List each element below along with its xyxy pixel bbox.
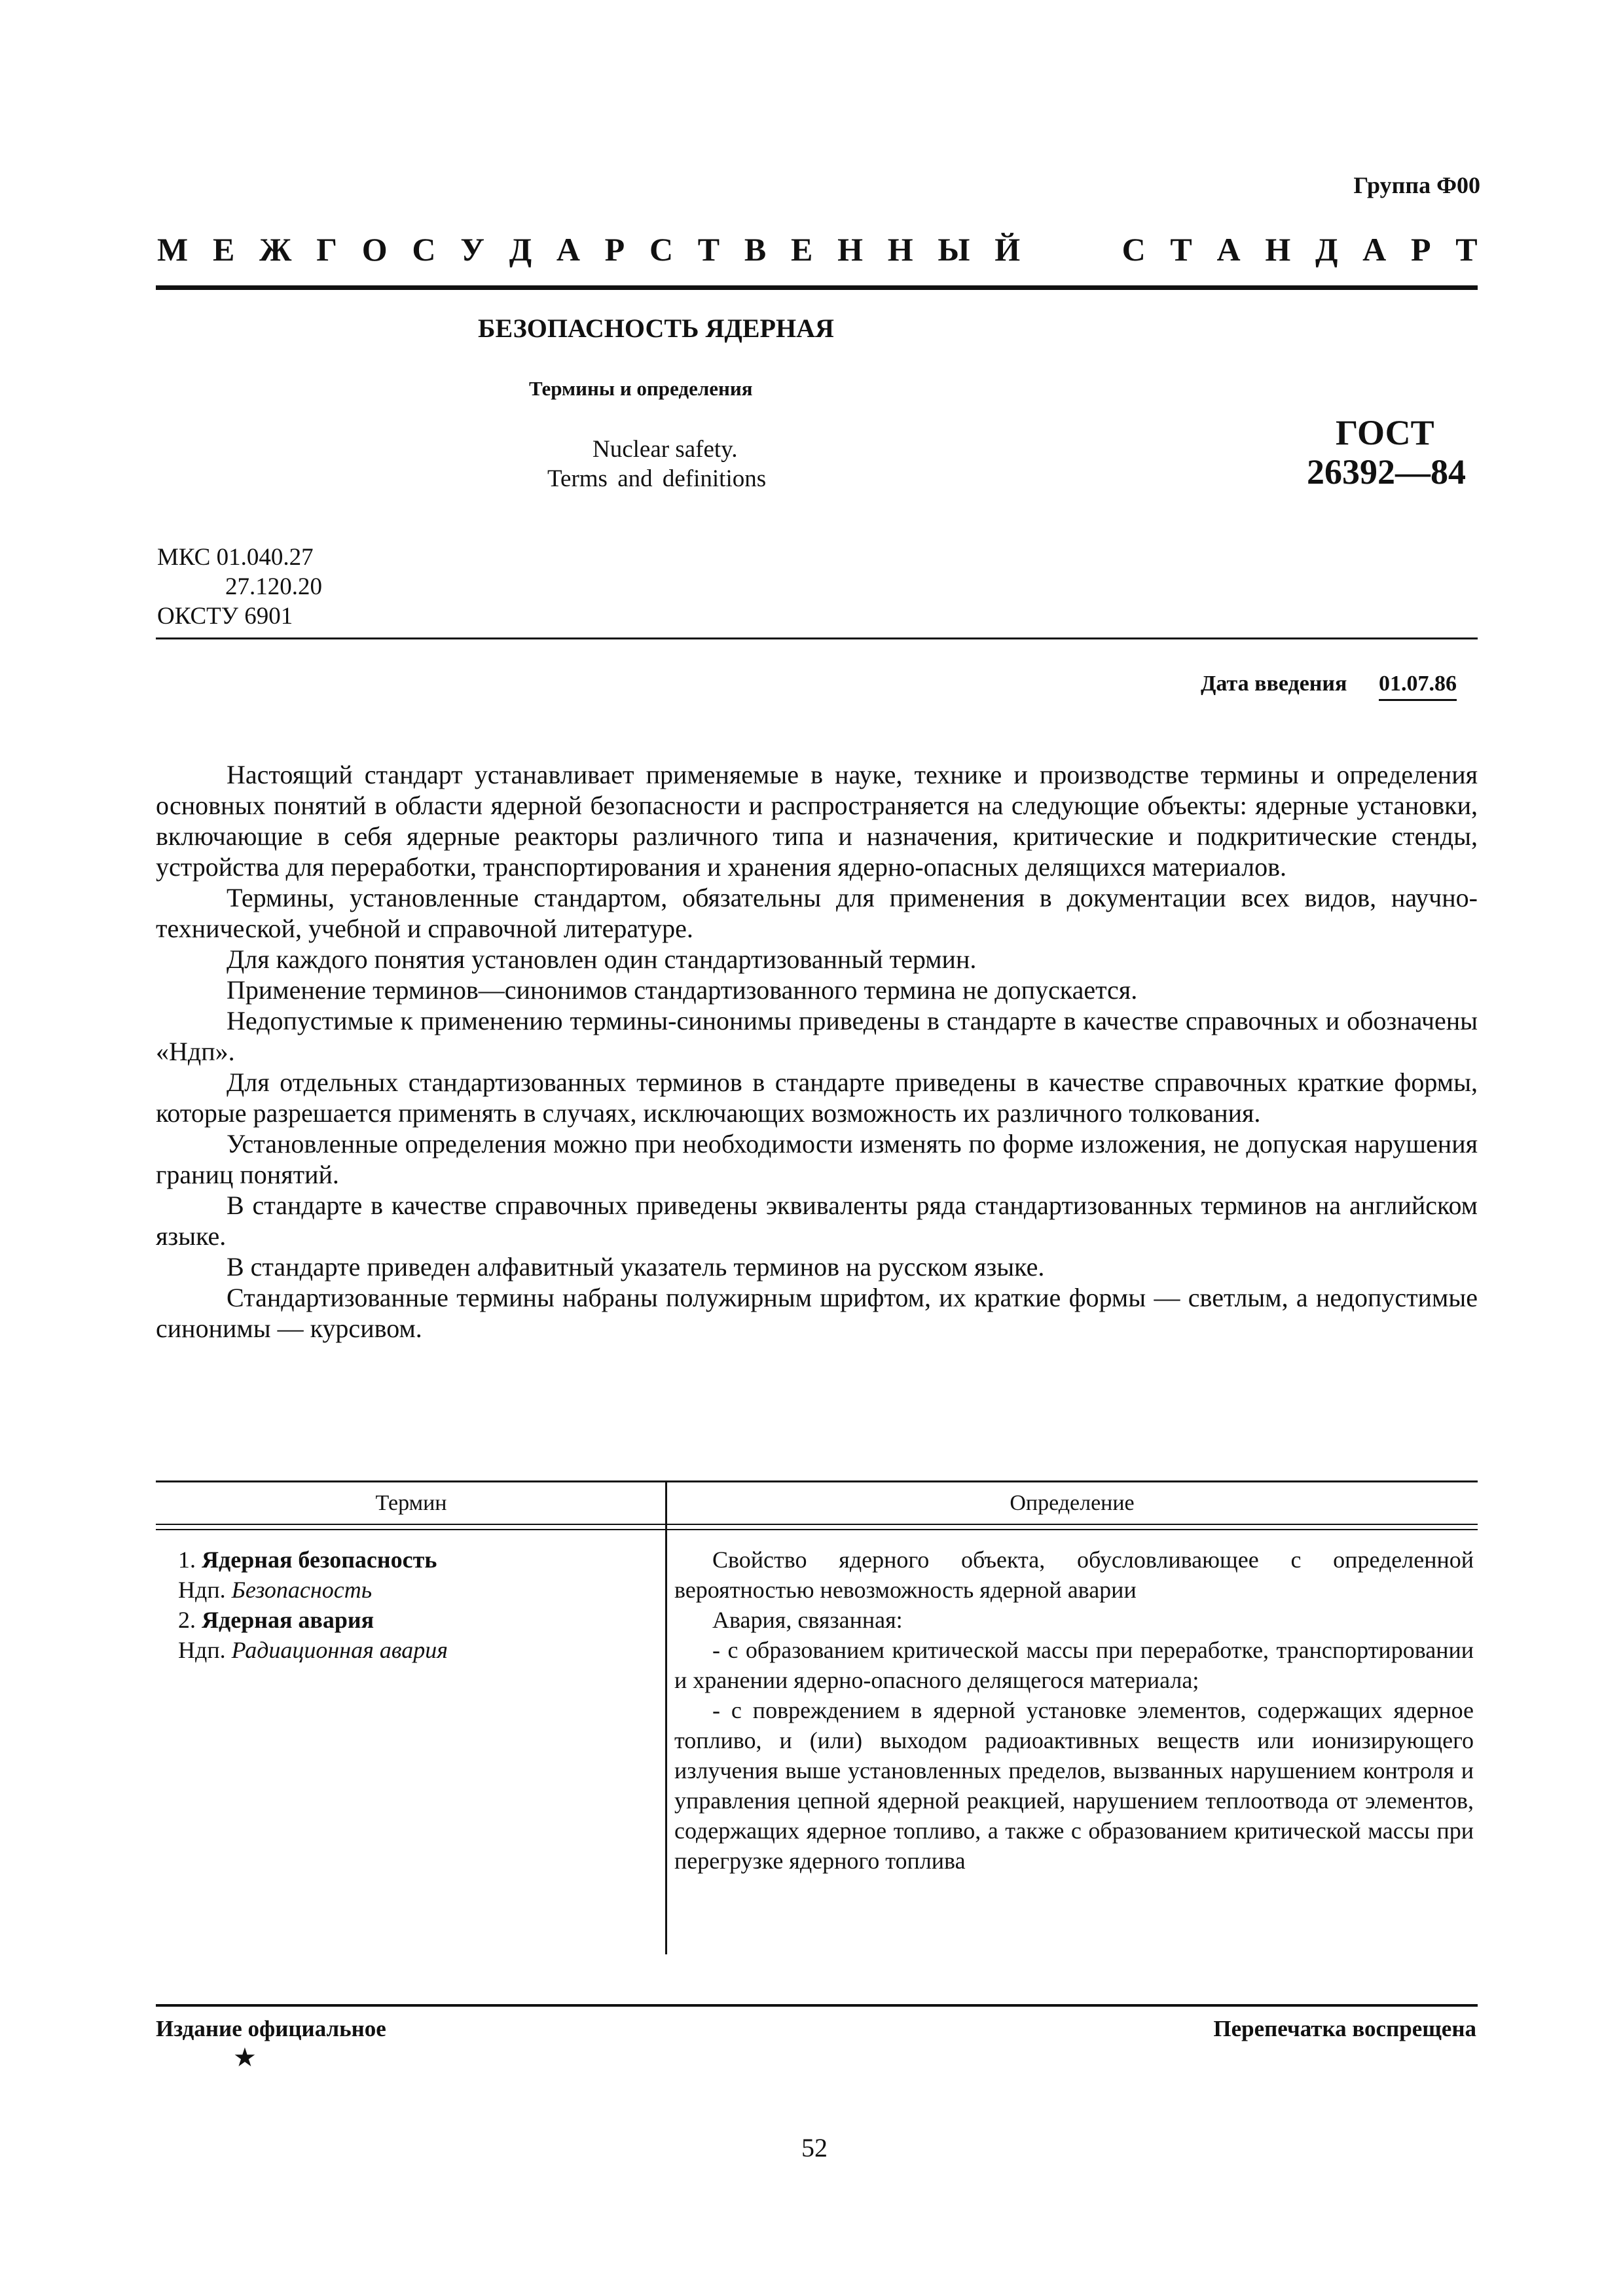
paragraph: В стандарте в качестве справочных приведены эквиваленты ряда стандартизованных терминов на английском языке. <box>156 1191 1478 1251</box>
banner-letter: Т <box>697 231 720 268</box>
table-top-rule <box>156 1480 1478 1482</box>
term-ndp <box>178 1575 448 1605</box>
ndp-prefix: Ндп. <box>178 1637 226 1663</box>
banner-letter: М <box>157 231 189 268</box>
paragraph: В стандарте приведен алфавитный указатель терминов на русском языке. <box>227 1252 1045 1282</box>
banner-letter: Ы <box>938 231 970 268</box>
official-edition-label: Издание официальное <box>156 2016 386 2041</box>
paragraph: Недопустимые к применению термины-синонимы приведены в стандарте в качестве справочных и обозначены «Ндп». <box>156 1006 1478 1066</box>
ndp-prefix: Ндп. <box>178 1577 226 1603</box>
term-entry <box>178 1545 448 1575</box>
definition-text: - с повреждением в ядерной установке элементов, содержащих ядерное топливо, и (или) выходом радиоактивных веществ или ионизирующего излучения выше установленных пределов, вызванных нарушением контроля и управления цепной ядерной реакцией, нарушением теплоотвода от элементов, содержащих ядерное топливо, а также с образованием критической массы при перегрузке ядерного топлива <box>674 1697 1474 1874</box>
banner-letter: С <box>649 231 674 268</box>
paragraph: Настоящий стандарт устанавливает применяемые в науке, технике и производстве термины и определения основных понятий в области ядерной безопасности и распространяется на следующие объекты: ядерные установки, включающие в себя ядерные реакторы различного типа и назначения, критические и подкритические стенды, устройства для переработки, транспортирования и хранения ядерно-опасных делящихся материалов. <box>156 760 1478 882</box>
definition-text: Свойство ядерного объекта, обусловливающее с определенной вероятностью невозможность ядерной аварии <box>674 1547 1474 1603</box>
mks-code-1: МКС 01.040.27 <box>157 544 314 571</box>
header-double-rule <box>156 1524 1478 1525</box>
okstu-code: ОКСТУ 6901 <box>157 603 293 630</box>
english-title-line-1: Nuclear safety. <box>593 436 738 463</box>
column-header-definition: Определение <box>1010 1491 1135 1515</box>
banner-letter: О <box>361 231 388 268</box>
mks-code-2: 27.120.20 <box>225 573 322 600</box>
banner-letter: С <box>1122 231 1146 268</box>
banner-letter: Т <box>1170 231 1192 268</box>
gost-label: ГОСТ <box>1336 413 1434 452</box>
banner-letter: Н <box>887 231 913 268</box>
banner-letter: Р <box>604 231 625 268</box>
banner-letter: А <box>1216 231 1241 268</box>
banner-letter: У <box>460 231 484 268</box>
header-double-rule <box>156 1529 1478 1530</box>
paragraph: Стандартизованные термины набраны полужирным шрифтом, их краткие формы — светлым, а недопустимые синонимы — курсивом. <box>156 1283 1478 1343</box>
document-subtitle: Термины и определения <box>529 377 753 400</box>
column-divider <box>665 1480 667 1954</box>
interstate-standard-banner <box>157 226 1478 272</box>
banner-letter: Ж <box>259 231 292 268</box>
banner-letter: А <box>1362 231 1387 268</box>
reprint-prohibited-label: Перепечатка воспрещена <box>1213 2016 1476 2041</box>
term-name: Ядерная безопасность <box>202 1547 437 1573</box>
column-header-term: Термин <box>375 1491 447 1515</box>
banner-letter: Й <box>994 231 1021 268</box>
terms-table <box>156 1480 1478 1954</box>
group-code: Группа Ф00 <box>1353 172 1480 198</box>
page-number: 52 <box>801 2133 828 2162</box>
paragraph: Установленные определения можно при необходимости изменять по форме изложения, не допуская нарушения границ понятий. <box>156 1129 1478 1189</box>
introduction-text <box>156 759 1478 1344</box>
ndp-synonym: Радиационная авария <box>231 1637 448 1663</box>
term-column <box>178 1545 448 1665</box>
banner-letter: Т <box>1455 231 1478 268</box>
paragraph: Применение терминов—синонимов стандартизованного термина не допускается. <box>227 975 1138 1005</box>
header-rule <box>156 285 1478 290</box>
paragraph: Термины, установленные стандартом, обязательны для применения в документации всех видов, научно-технической, учебной и справочной литературе. <box>156 883 1478 943</box>
banner-letter: Д <box>509 231 532 268</box>
paragraph: Для каждого понятия установлен один стандартизованный термин. <box>227 944 977 974</box>
banner-letter: Н <box>1265 231 1291 268</box>
effective-date-value: 01.07.86 <box>1379 672 1457 701</box>
footer-rule <box>156 2004 1478 2007</box>
english-title-line-2: Terms and definitions <box>547 465 767 492</box>
banner-letter: С <box>412 231 436 268</box>
banner-letter: Г <box>316 231 338 268</box>
ndp-synonym: Безопасность <box>231 1577 373 1603</box>
definition-column <box>674 1545 1474 1876</box>
star-icon: ★ <box>233 2043 257 2072</box>
term-ndp <box>178 1635 448 1665</box>
definition-text: - с образованием критической массы при переработке, транспортировании и хранении ядерно-опасного делящегося материала; <box>674 1637 1474 1693</box>
effective-date-label: Дата введения <box>1201 672 1347 696</box>
paragraph: Для отдельных стандартизованных терминов в стандарте приведены в качестве справочных краткие формы, которые разрешается применять в случаях, исключающих возможность их различного толкования. <box>156 1067 1478 1128</box>
banner-letter: В <box>744 231 767 268</box>
banner-letter: Д <box>1315 231 1338 268</box>
term-number: 2. <box>178 1607 196 1633</box>
banner-letter: Е <box>790 231 813 268</box>
gost-number: 26392—84 <box>1307 452 1466 492</box>
definition-text: Авария, связанная: <box>712 1607 903 1633</box>
term-entry <box>178 1605 448 1635</box>
banner-letter: Р <box>1410 231 1431 268</box>
banner-letter: Н <box>837 231 863 268</box>
document-title: БЕЗОПАСНОСТЬ ЯДЕРНАЯ <box>478 314 834 343</box>
classification-rule <box>156 637 1478 639</box>
term-number: 1. <box>178 1547 196 1573</box>
banner-letter: Е <box>212 231 235 268</box>
banner-letter: А <box>556 231 580 268</box>
term-name: Ядерная авария <box>202 1607 374 1633</box>
